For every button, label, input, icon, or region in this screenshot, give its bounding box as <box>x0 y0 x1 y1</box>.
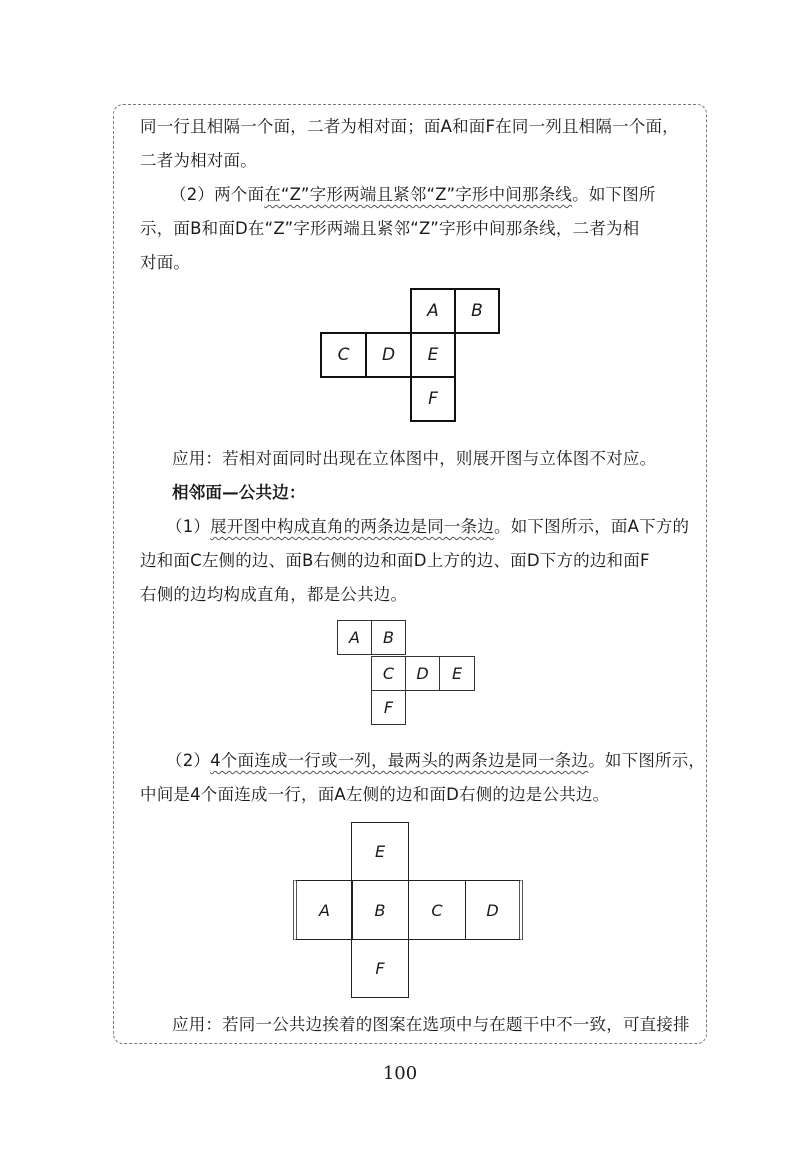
net-face-b: B <box>351 880 409 940</box>
text-fragment: 。如下图所 <box>572 185 656 204</box>
cube-net-right-angle <box>337 620 479 728</box>
text-line: 边和面C左侧的边、面B右侧的边和面D上方的边、面D下方的边和面F <box>140 551 650 570</box>
text-line: 中间是4个面连成一行，面A左侧的边和面D右侧的边是公共边。 <box>140 785 610 804</box>
net-face-a: A <box>410 288 456 334</box>
cube-net-z-shape <box>320 288 504 426</box>
paragraph-z-shape <box>140 178 688 280</box>
net-face-c: C <box>408 880 466 940</box>
wavy-underlined-text: 4个面连成一行或一列，最两头的两条边是同一条边 <box>210 751 589 770</box>
net-face-a: A <box>293 880 353 940</box>
text-line <box>140 510 688 544</box>
text-line <box>140 744 706 778</box>
net-face-d: D <box>465 880 523 940</box>
net-face-c: C <box>371 656 406 691</box>
net-face-a: A <box>337 620 372 655</box>
text-line <box>140 178 688 212</box>
net-face-e: E <box>351 822 409 881</box>
cube-net-cross <box>293 822 525 1000</box>
text-line: 二者为相对面。 <box>140 151 257 170</box>
text-line: 右侧的边均构成直角，都是公共边。 <box>140 585 408 604</box>
paragraph-application-2 <box>140 1008 688 1042</box>
net-face-e: E <box>410 332 456 378</box>
net-face-d: D <box>405 656 440 691</box>
net-face-e: E <box>439 656 475 691</box>
net-face-f: F <box>410 376 456 422</box>
text-line: 示，面B和面D在“Z”字形两端且紧邻“Z”字形中间那条线，二者为相 <box>140 219 640 238</box>
paragraph-right-angle <box>140 510 688 612</box>
paragraph-opposite-continued <box>140 110 688 178</box>
net-face-f: F <box>371 690 406 725</box>
net-face-f: F <box>351 939 409 998</box>
text-fragment: （2）两个面 <box>170 185 265 204</box>
net-face-c: C <box>320 332 367 378</box>
wavy-underlined-text: 展开图中构成直角的两条边是同一条边 <box>210 517 495 536</box>
net-face-b: B <box>371 620 406 655</box>
text-line: 应用：若同一公共边挨着的图案在选项中与在题干中不一致，可直接排 <box>172 1015 690 1034</box>
paragraph-application-1 <box>140 442 688 510</box>
text-line: 对面。 <box>140 253 191 272</box>
paragraph-four-in-row <box>140 744 706 812</box>
net-face-d: D <box>365 332 412 378</box>
text-fragment: 。如下图所示， <box>588 751 706 770</box>
net-face-b: B <box>454 288 500 334</box>
page-number: 100 <box>382 1063 418 1084</box>
text-fragment: （2） <box>166 751 211 770</box>
wavy-underlined-text: 在“Z”字形两端且紧邻“Z”字形中间那条线 <box>264 185 573 204</box>
text-line: 应用：若相对面同时出现在立体图中，则展开图与立体图不对应。 <box>172 449 657 468</box>
text-line: 同一行且相隔一个面，二者为相对面；面A和面F在同一列且相隔一个面， <box>140 117 679 136</box>
section-heading: 相邻面—公共边： <box>172 483 306 502</box>
text-fragment: 。如下图所示，面A下方的 <box>494 517 690 536</box>
text-fragment: （1） <box>166 517 211 536</box>
